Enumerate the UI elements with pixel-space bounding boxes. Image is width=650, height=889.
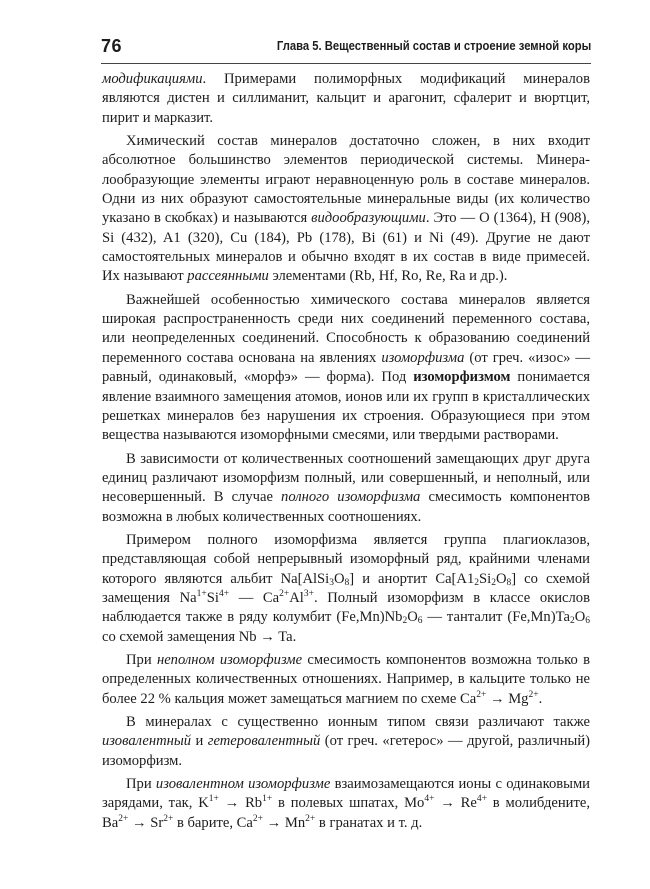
- term-dispersed: рассеянными: [187, 268, 269, 285]
- term-complete-isomorphism: полного изоморфизма: [281, 489, 421, 506]
- term-incomplete-isomorphism: неполном изоморфизме: [156, 651, 303, 668]
- term-isovalent-isomorphism: изовалентном изоморфизме: [155, 776, 331, 793]
- term-isomorphism: изоморфизма: [381, 349, 465, 366]
- term-heterovalent: гетеровалентный: [207, 733, 321, 750]
- paragraph-8: При изовалентном изоморфизме взаимозамещаются ионы с одинаковыми зарядами, так, $K^{1+} \to Rb^{1+}$ в полевых шпатах, $Mo^{4+} \to Re^{4+}$ в молибдените, $Ba^{2+} \to Sr^{2+}$ в барите, $Ca^{2+} \to Mn^{2+}$ в гранатах и т. д.: [102, 776, 590, 831]
- formula-ca-mg: $Ca^{2+} \to Mg^{2+}$.: [459, 689, 543, 707]
- paragraph-5: Примером полного изоморфизма является группа плагиоклазов, представляющая собой непрерывный изоморфный ряд, крайними членами которого являются альбит $Na[AlSi_3O_8]$ и анортит $Ca[A1_2Si_2O_8]$ со схемой замещения $Na^{1+}Si^{4+}$ — $Ca^{2+}Al^{3+}$. Полный изоморфизм в классе окислов наблюдается также в ряду колумбит $(Fe,Mn)Nb_2O_6$ — танталит $(Fe,Mn)Ta_2O_6$ со схемой замещения Nb → Ta.: [102, 531, 590, 645]
- formula-mo-re: $Mo^{4+} \to Re^{4+}$: [404, 794, 487, 812]
- paragraph-2: Химический состав минералов достаточно сложен, в них входит абсолютное большинство элементов периодической системы. Минералообразующие элементы играют неравноценную роль в составе минералов. Одни из них образуют самостоятельные минеральные виды (их количество указано в скобках) и называются видообразующими. Это — O (1364), H (908), Si (432), A1 (320), Cu (184), Pb (178), Bi (61) и Ni (49). Другие не дают самостоятельных минералов и обычно входят в их состав в виде примесей. Их называют рассеянными элементами (Rb, Hf, Ro, Re, Ra и др.).: [102, 133, 590, 285]
- paragraph-4: В зависимости от количественных соотношений замещающих друг друга единиц различают изоморфизм полный, или совершенный, и неполный, или несовершенный. В случае полного изоморфизма смесимость компонентов возможна в любых количественных соотношениях.: [102, 450, 590, 525]
- term-species-forming: видообразующими: [311, 210, 426, 227]
- formula-substitution-scheme: $Na^{1+}Si^{4+}$ — $Ca^{2+}Al^{3+}$.: [179, 588, 318, 606]
- term-isomorphism-bold: изоморфизмом: [413, 369, 511, 386]
- running-head: Глава 5. Вещественный состав и строение земной коры: [276, 39, 591, 53]
- body-text: [102, 70, 590, 833]
- paragraph-7: В минералах с существенно ионным типом связи различают также изовалентный и гетеровалентный (от греч. «гетерос» — другой, различный) изоморфизм.: [102, 714, 590, 769]
- page-header: [101, 34, 591, 62]
- paragraph-3: Важнейшей особенностью химического состава минералов является широкая распространенность среди них соединений переменного состава, или неопределенных соединений. Способность к образованию соединений переменного состава основана на явлениях изоморфизма (от греч. «изос» — равный, одинаковый, «морфэ» — форма). Под изоморфизмом понимается явление взаимного замещения атомов, ионов или их групп в кристаллических решетках минералов без нарушения их строения. Образующиеся при этом вещества называются изоморфными смесями, или твердыми растворами.: [102, 291, 590, 444]
- formula-anorthite: $Ca[A1_2Si_2O_8]$: [435, 570, 517, 588]
- formula-ca-mn: $Ca^{2+} \to Mn^{2+}$: [236, 813, 316, 831]
- paragraph-1: модификациями. Примерами полиморфных модификаций минералов являются дистен и силлиманит, кальцит и арагонит, сфалерит и вюртцит, пирит и марказит.: [102, 71, 590, 126]
- header-rule: [101, 63, 591, 64]
- formula-k-rb: $K^{1+} \to Rb^{1+}$: [198, 794, 273, 812]
- formula-ba-sr: $Ba^{2+} \to Sr^{2+}$: [102, 813, 174, 831]
- paragraph-6: При неполном изоморфизме смесимость компонентов возможна только в определенных количественных отношениях. Например, в кальците только не более 22 % кальция может замещаться магнием по схеме $Ca^{2+} \to Mg^{2+}$.: [102, 651, 590, 707]
- term-modifications: модификациями: [102, 71, 203, 87]
- term-isovalent: изовалентный: [102, 733, 192, 750]
- formula-columbite: $(Fe,Mn)Nb_2O_6$: [336, 609, 423, 627]
- page-number: 76: [101, 36, 123, 56]
- formula-tantalite: $(Fe,Mn)Ta_2O_6$: [507, 609, 590, 627]
- formula-albite: $Na[AlSi_3O_8]$: [280, 570, 355, 588]
